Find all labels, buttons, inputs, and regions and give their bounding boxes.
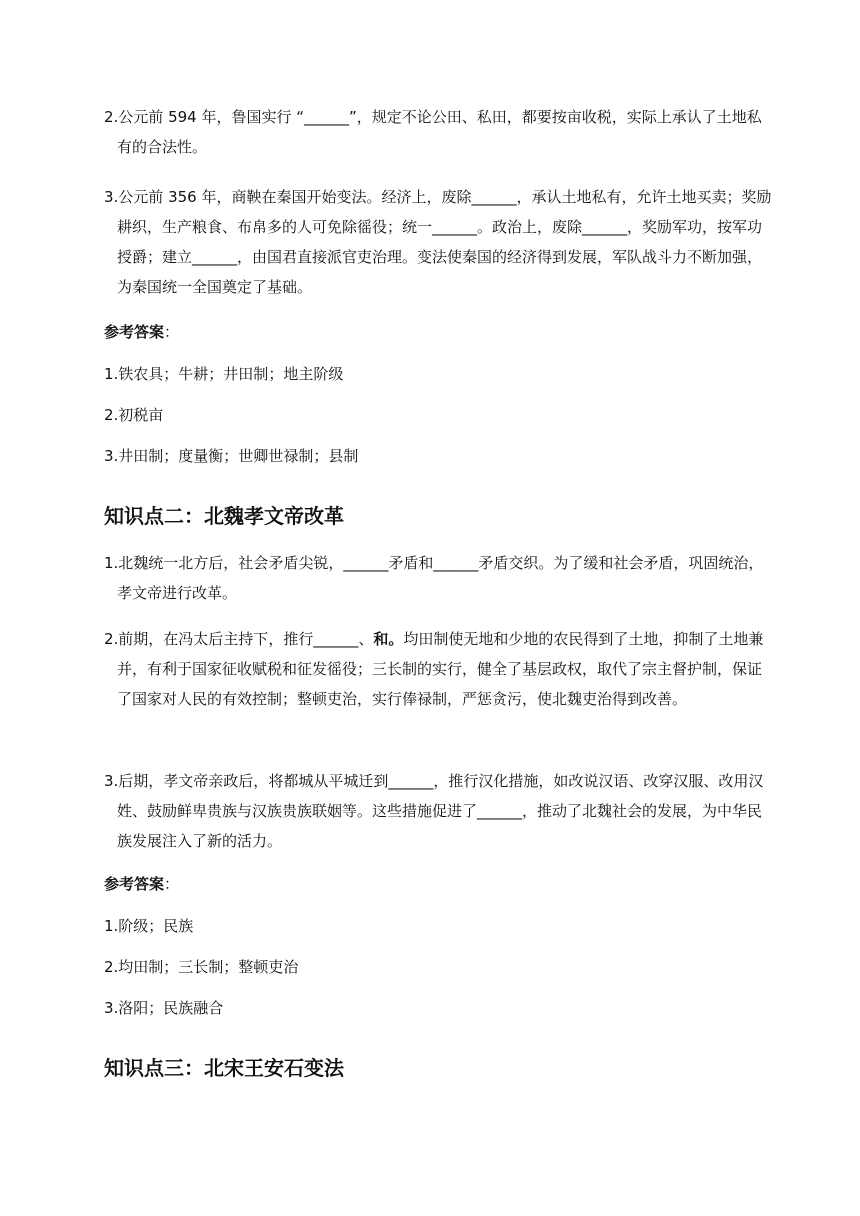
section-heading-2: 知识点二：北魏孝文帝改革 xyxy=(104,504,344,528)
section-heading-3: 知识点三：北宋王安石变法 xyxy=(104,1056,344,1080)
question-2-text xyxy=(104,624,773,714)
answer-line-1: 1.阶级；民族 xyxy=(104,917,194,935)
answer-line-3: 3.洛阳；民族融合 xyxy=(104,999,224,1017)
question-3-text: 3.公元前 356 年，商鞅在秦国开始变法。经济上，废除______，承认土地私有，允许土地买卖；奖励耕织，生产粮食、布帛多的人可免除徭役；统一______。政治上，废除______，奖励军功，按军功授爵；建立______，由国君直接派官吏治理。变法使秦国的经济得到发展，军队战斗力不断加强，为秦国统一全国奠定了基础。 xyxy=(104,188,772,296)
question-2-part-b: 和。 xyxy=(373,630,404,648)
answer-line-2: 2.均田制；三长制；整顿吏治 xyxy=(104,958,299,976)
answer-colon: ： xyxy=(164,875,180,893)
question-2-text: 2.公元前 594 年，鲁国实行 “______”，规定不论公田、私田，都要按亩收税，实际上承认了土地私有的合法性。 xyxy=(104,108,762,156)
question-1-text: 1.北魏统一北方后，社会矛盾尖锐，______矛盾和______矛盾交织。为了缓和社会矛盾，巩固统治，孝文帝进行改革。 xyxy=(104,554,764,602)
answer-label: 参考答案 xyxy=(104,323,165,341)
answer-heading xyxy=(104,322,179,342)
answer-label: 参考答案 xyxy=(104,875,165,893)
answer-line-3: 3.井田制；度量衡；世卿世禄制；县制 xyxy=(104,447,359,465)
answer-line-2: 2.初税亩 xyxy=(104,406,164,424)
question-2-part-a: 2.前期，在冯太后主持下，推行______、 xyxy=(104,630,374,648)
question-2-part-c: 均田制使无地和少地的农民得到了土地，抑制了土地兼并，有利于国家征收赋税和征发徭役；三长制的实行，健全了基层政权，取代了宗主督护制，保证了国家对人民的有效控制；整顿吏治，实行俸禄制，严惩贪污，使北魏吏治得到改善。 xyxy=(117,630,764,708)
answer-line-1: 1.铁农具；牛耕；井田制；地主阶级 xyxy=(104,365,344,383)
question-3-text: 3.后期，孝文帝亲政后，将都城从平城迁到______，推行汉化措施，如改说汉语、改穿汉服、改用汉姓、鼓励鲜卑贵族与汉族贵族联姻等。这些措施促进了______，推动了北魏社会的发展，为中华民族发展注入了新的活力。 xyxy=(104,772,764,850)
answer-heading xyxy=(104,874,179,894)
answer-colon: ： xyxy=(164,323,180,341)
